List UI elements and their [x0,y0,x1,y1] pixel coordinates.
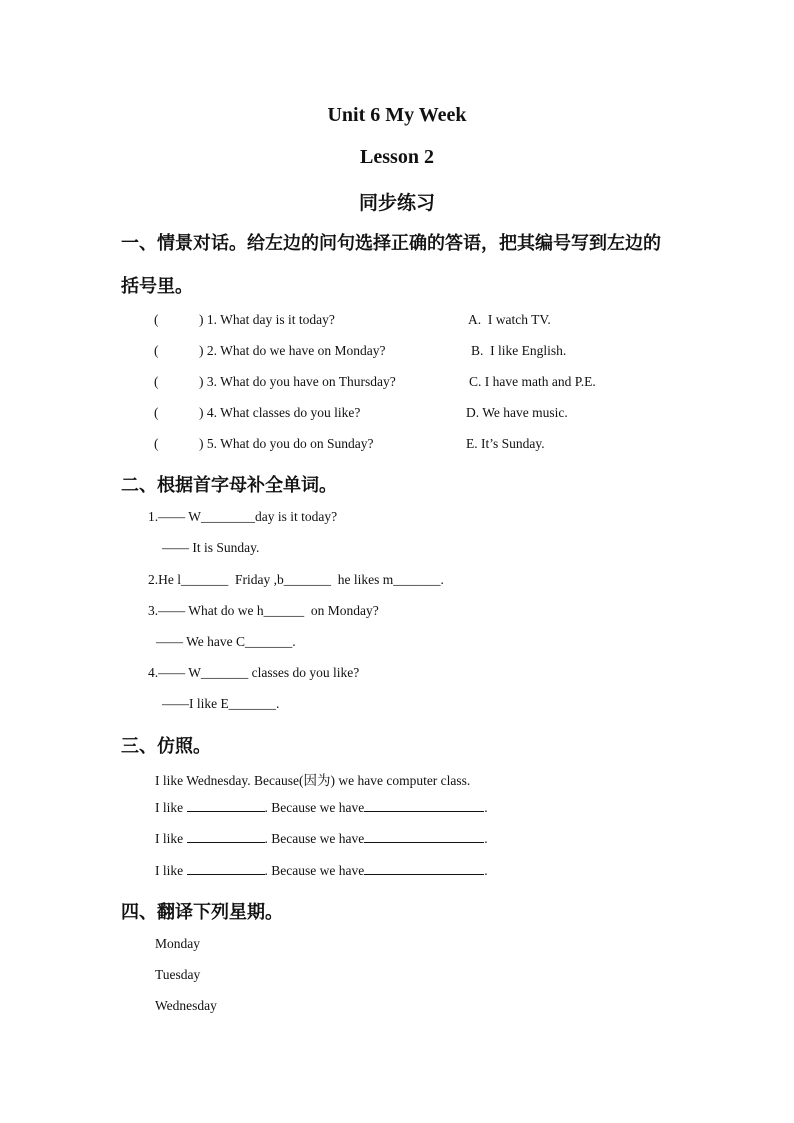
question-5: ( ) 5. What do you do on Sunday? [154,436,374,451]
question-4: ( ) 4. What classes do you like? [154,405,361,420]
fill-line-3: 2.He l_______ Friday ,b_______ he likes m_______. [148,572,444,587]
section-1-heading-cont: 括号里。 [121,276,193,297]
fill-line-5: —— We have C_______. [156,634,296,649]
answer-blank [187,863,265,875]
section-1-heading: 一、情景对话。给左边的问句选择正确的答语，把其编号写到左边的 [121,233,661,254]
fill-line-6: 4.—— W_______ classes do you like? [148,665,360,680]
answer-blank [187,800,265,812]
answer-a: A. I watch TV. [468,312,551,327]
fill-line-2: —— It is Sunday. [162,540,260,555]
section-4-heading: 四、翻译下列星期。 [121,902,283,923]
imitation-exercise-3: I like . Because we have . [155,863,488,878]
answer-blank [364,831,484,843]
answer-b: B. I like English. [471,343,567,358]
fill-line-4: 3.—— What do we h______ on Monday? [148,603,379,618]
question-3: ( ) 3. What do you have on Thursday? [154,374,396,389]
question-2: ( ) 2. What do we have on Monday? [154,343,386,358]
answer-e: E. It’s Sunday. [466,436,545,451]
fill-line-7: ——I like E_______. [162,696,280,711]
imitation-exercise-1: I like . Because we have . [155,800,488,815]
fill-line-1: 1.—— W________day is it today? [148,509,338,524]
imitation-exercise-2: I like . Because we have . [155,831,488,846]
answer-c: C. I have math and P.E. [469,374,596,389]
section-3-heading: 三、仿照。 [121,736,211,757]
question-1: ( ) 1. What day is it today? [154,312,335,327]
day-wednesday: Wednesday [155,998,217,1013]
lesson-title: Lesson 2 [360,146,434,168]
answer-d: D. We have music. [466,405,568,420]
day-tuesday: Tuesday [155,967,201,982]
imitation-example: I like Wednesday. Because(因为) we have computer class. [155,773,471,788]
unit-title: Unit 6 My Week [327,104,467,126]
section-2-heading: 二、根据首字母补全单词。 [121,475,337,496]
worksheet-subtitle: 同步练习 [358,192,435,214]
answer-blank [364,800,484,812]
answer-blank [364,863,484,875]
day-monday: Monday [155,936,200,951]
answer-blank [187,831,265,843]
